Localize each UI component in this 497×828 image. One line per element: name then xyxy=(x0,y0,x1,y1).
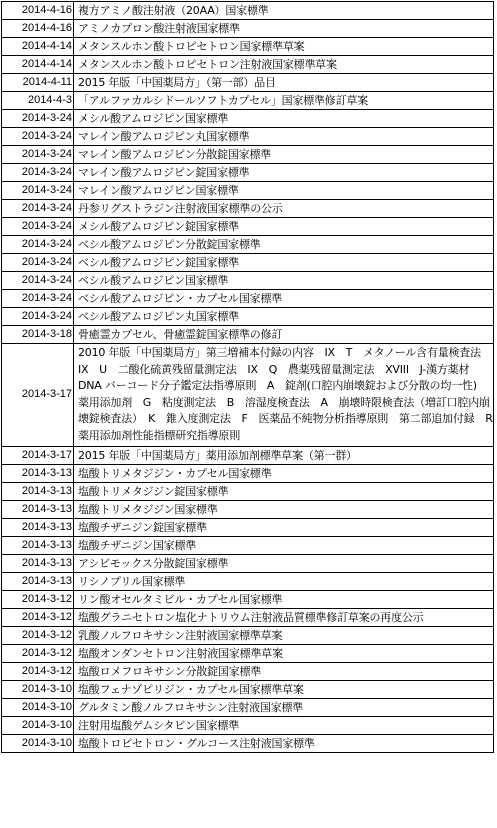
title-cell: 塩酸チザニジン国家標準 xyxy=(74,536,494,554)
table-row xyxy=(2,326,494,344)
date-cell: 2014-4-11 xyxy=(2,74,74,92)
date-cell: 2014-4-14 xyxy=(2,56,74,74)
table-row xyxy=(2,590,494,608)
title-cell: メタンスルホン酸トロピセトロン国家標準草案 xyxy=(74,38,494,56)
title-cell: ベシル酸アムロジピン・カプセル国家標準 xyxy=(74,290,494,308)
table-row xyxy=(2,608,494,626)
table-row xyxy=(2,38,494,56)
date-cell: 2014-3-24 xyxy=(2,272,74,290)
date-cell: 2014-3-12 xyxy=(2,590,74,608)
table-row xyxy=(2,500,494,518)
title-cell: リン酸オセルタミビル・カプセル国家標準 xyxy=(74,590,494,608)
table-row xyxy=(2,446,494,464)
title-cell: 「アルファカルシドールソフトカプセル」国家標準修訂草案 xyxy=(74,92,494,110)
title-cell: 2015 年版「中国薬局方」薬用添加剤標準草案（第一群） xyxy=(74,446,494,464)
date-cell: 2014-3-17 xyxy=(2,446,74,464)
table-row xyxy=(2,182,494,200)
title-cell: メタンスルホン酸トロピセトロン注射液国家標準草案 xyxy=(74,56,494,74)
title-cell: グルタミン酸ノルフロキサシン注射液国家標準 xyxy=(74,698,494,716)
date-cell: 2014-3-24 xyxy=(2,146,74,164)
date-cell: 2014-3-13 xyxy=(2,554,74,572)
table-row xyxy=(2,536,494,554)
table-row xyxy=(2,218,494,236)
table-row xyxy=(2,716,494,734)
table-row xyxy=(2,2,494,20)
date-cell: 2014-4-14 xyxy=(2,38,74,56)
title-cell: 塩酸トリメタジジン・カプセル国家標準 xyxy=(74,464,494,482)
date-cell: 2014-3-13 xyxy=(2,482,74,500)
date-cell: 2014-4-3 xyxy=(2,92,74,110)
table-row xyxy=(2,572,494,590)
date-cell: 2014-3-24 xyxy=(2,182,74,200)
table-row xyxy=(2,680,494,698)
table-row xyxy=(2,518,494,536)
title-cell: 塩酸フェナゾピリジン・カプセル国家標準草案 xyxy=(74,680,494,698)
table-row xyxy=(2,482,494,500)
date-cell: 2014-4-16 xyxy=(2,20,74,38)
table-row xyxy=(2,164,494,182)
title-cell: 塩酸トロピセトロン・グルコース注射液国家標準 xyxy=(74,734,494,752)
table-row xyxy=(2,626,494,644)
title-cell: 骨癒霊カプセル、骨癒霊錠国家標準の修訂 xyxy=(74,326,494,344)
date-cell: 2014-3-24 xyxy=(2,290,74,308)
table-body xyxy=(2,2,494,753)
date-cell: 2014-3-24 xyxy=(2,200,74,218)
date-cell: 2014-3-12 xyxy=(2,662,74,680)
date-cell: 2014-3-10 xyxy=(2,716,74,734)
table-row xyxy=(2,146,494,164)
date-cell: 2014-3-17 xyxy=(2,344,74,447)
table-row xyxy=(2,20,494,38)
table-row xyxy=(2,128,494,146)
date-cell: 2014-3-18 xyxy=(2,326,74,344)
date-cell: 2014-3-24 xyxy=(2,164,74,182)
table-row xyxy=(2,734,494,752)
title-cell: 乳酸ノルフロキサシン注射液国家標準草案 xyxy=(74,626,494,644)
table-row xyxy=(2,464,494,482)
table-row xyxy=(2,272,494,290)
title-cell: 塩酸ロメフロキサシン分散錠国家標準 xyxy=(74,662,494,680)
date-cell: 2014-3-13 xyxy=(2,518,74,536)
title-cell: 塩酸グラニセトロン塩化ナトリウム注射液品質標準修訂草案の再度公示 xyxy=(74,608,494,626)
title-cell: 2010 年版「中国薬局方」第三増補本付録の内容 IX T メタノール含有量検査法 IX U 二酸化硫黄残留量測定法 IX Q 農薬残留量測定法 XVIII J-漢方薬材 DNA バーコード分子鑑定法指導原則 A 錠剤(口腔内崩壊錠および分散の均一性) 薬用添加剤 G 粘度測定法 B 溶湿度検査法 A 崩壊時限検査法（増訂口腔内崩壊錠検査法） K 錐入度測定法 F 医薬品不純物分析指導原則 第二部追加付録 R 薬用添加剤性能指標研究指導原則 xyxy=(74,344,494,447)
title-cell: マレイン酸アムロジピン錠国家標準 xyxy=(74,164,494,182)
title-cell: マレイン酸アムロジピン分散錠国家標準 xyxy=(74,146,494,164)
title-cell: マレイン酸アムロジピン国家標準 xyxy=(74,182,494,200)
date-cell: 2014-3-24 xyxy=(2,110,74,128)
title-cell: アミノカプロン酸注射液国家標準 xyxy=(74,20,494,38)
title-cell: ベシル酸アムロジピン錠国家標準 xyxy=(74,254,494,272)
table-row xyxy=(2,236,494,254)
date-cell: 2014-3-10 xyxy=(2,680,74,698)
date-cell: 2014-3-10 xyxy=(2,734,74,752)
title-cell: 複方アミノ酸注射液（20AA）国家標準 xyxy=(74,2,494,20)
date-cell: 2014-3-12 xyxy=(2,644,74,662)
title-cell: 塩酸トリメタジジン国家標準 xyxy=(74,500,494,518)
title-cell: 塩酸チザニジン錠国家標準 xyxy=(74,518,494,536)
table-row xyxy=(2,110,494,128)
title-cell: リシノプリル国家標準 xyxy=(74,572,494,590)
table-row xyxy=(2,290,494,308)
date-cell: 2014-3-24 xyxy=(2,218,74,236)
date-cell: 2014-3-24 xyxy=(2,128,74,146)
table-row xyxy=(2,92,494,110)
date-cell: 2014-3-24 xyxy=(2,254,74,272)
title-cell: アシビモックス分散錠国家標準 xyxy=(74,554,494,572)
table-row xyxy=(2,644,494,662)
title-cell: 塩酸トリメタジジン錠国家標準 xyxy=(74,482,494,500)
date-cell: 2014-3-10 xyxy=(2,698,74,716)
date-cell: 2014-3-13 xyxy=(2,500,74,518)
title-cell: メシル酸アムロジピン国家標準 xyxy=(74,110,494,128)
date-cell: 2014-4-16 xyxy=(2,2,74,20)
table-row xyxy=(2,200,494,218)
title-cell: 2015 年版「中国薬局方」（第一部）品目 xyxy=(74,74,494,92)
table-row xyxy=(2,662,494,680)
table-row xyxy=(2,344,494,447)
table-row xyxy=(2,254,494,272)
date-cell: 2014-3-24 xyxy=(2,236,74,254)
title-cell: ベシル酸アムロジピン国家標準 xyxy=(74,272,494,290)
date-cell: 2014-3-24 xyxy=(2,308,74,326)
title-cell: マレイン酸アムロジピン丸国家標準 xyxy=(74,128,494,146)
title-cell: ベシル酸アムロジピン丸国家標準 xyxy=(74,308,494,326)
date-cell: 2014-3-12 xyxy=(2,626,74,644)
table-row xyxy=(2,554,494,572)
title-cell: メシル酸アムロジピン錠国家標準 xyxy=(74,218,494,236)
table-row xyxy=(2,308,494,326)
table-row xyxy=(2,74,494,92)
table-row xyxy=(2,56,494,74)
title-cell: 丹参リグストラジン注射液国家標準の公示 xyxy=(74,200,494,218)
date-cell: 2014-3-13 xyxy=(2,572,74,590)
date-cell: 2014-3-13 xyxy=(2,536,74,554)
title-cell: 注射用塩酸ゲムシタビン国家標準 xyxy=(74,716,494,734)
date-cell: 2014-3-12 xyxy=(2,608,74,626)
title-cell: ベシル酸アムロジピン分散錠国家標準 xyxy=(74,236,494,254)
standards-table xyxy=(1,1,494,753)
date-cell: 2014-3-13 xyxy=(2,464,74,482)
table-row xyxy=(2,698,494,716)
title-cell: 塩酸オンダンセトロン注射液国家標準草案 xyxy=(74,644,494,662)
